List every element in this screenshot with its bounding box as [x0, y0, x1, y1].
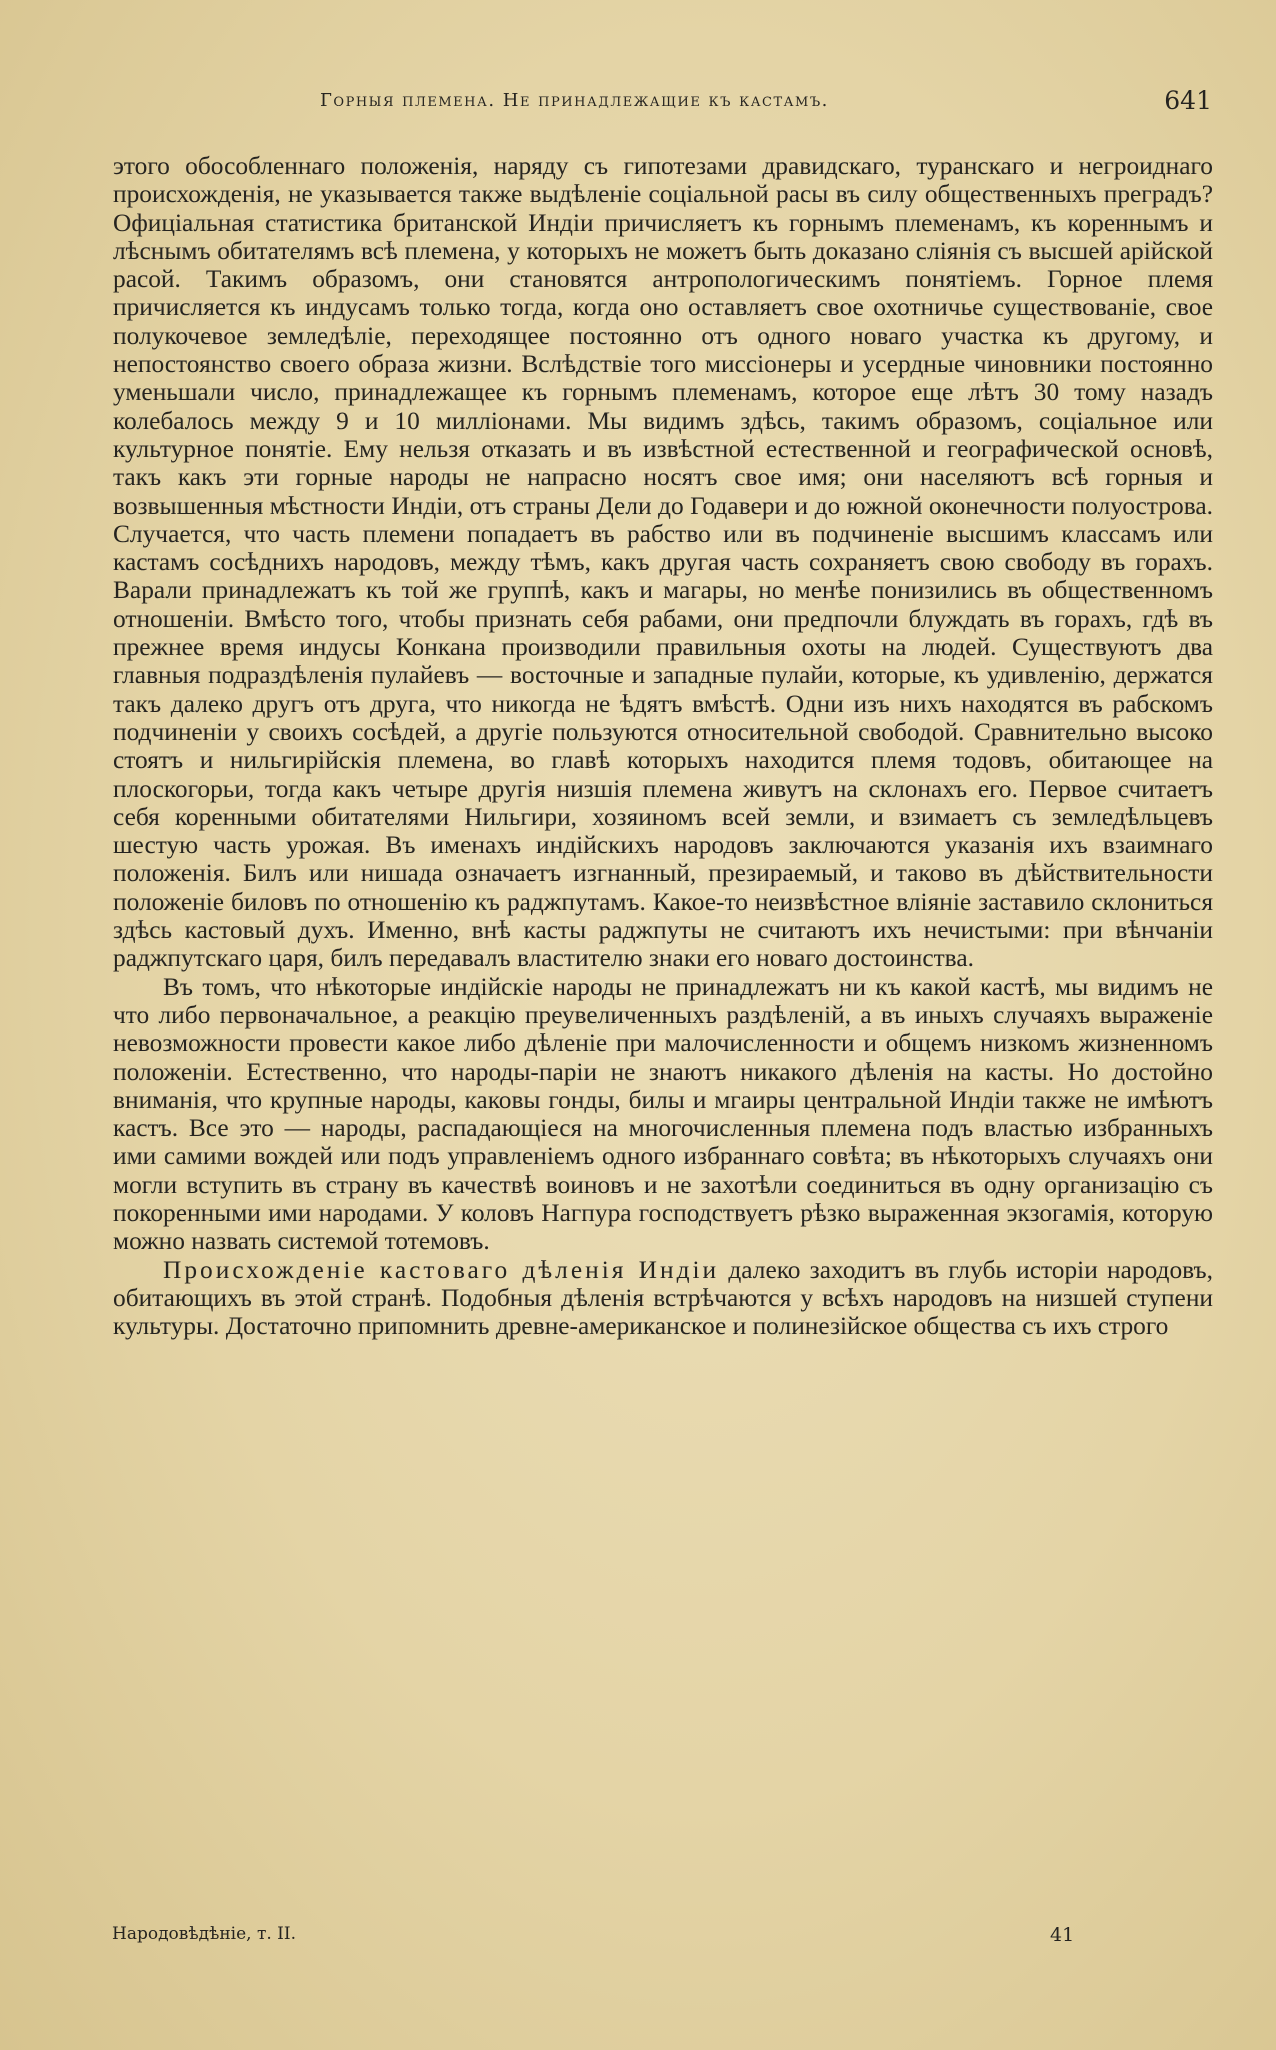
page-number: 641 — [1164, 86, 1212, 115]
printer-signature: Народовѣдѣніе, т. II. — [112, 1924, 297, 1944]
page-footer — [112, 1924, 1096, 1954]
paragraph-1: этого обособленнаго положенія, наряду съ гипотезами дравидскаго, туранскаго и негроиднаго происхожденія, не указывается также выдѣленіе соціальной расы въ силу общественныхъ преградъ? Офиціальная статистика британской Индіи причисляетъ къ горнымъ племенамъ, къ кореннымъ и лѣснымъ обитателямъ всѣ племена, у которыхъ не можетъ быть доказано сліянія съ высшей арійской расой. Такимъ образомъ, они становятся антропологическимъ понятіемъ. Горное племя причисляется къ индусамъ только тогда, когда оно оставляетъ свое охотничье существованіе, свое полукочевое земледѣліе, переходящее постоянно отъ одного новаго участка къ другому, и непостоянство своего образа жизни. Вслѣдствіе того миссіонеры и усердные чиновники постоянно уменьшали число, принадлежащее къ горнымъ племенамъ, которое еще лѣтъ 30 тому назадъ колебалось между 9 и 10 милліонами. Мы видимъ здѣсь, такимъ образомъ, соціальное или культурное понятіе. Ему нельзя отказать и въ извѣстной естественной и географической основѣ, такъ какъ эти горные народы не напрасно носятъ свое имя; они населяютъ всѣ горныя и возвышенныя мѣстности Индіи, отъ страны Дели до Годавери и до южной оконечности полуострова. Случается, что часть племени попадаетъ въ рабство или въ подчиненіе высшимъ классамъ или кастамъ сосѣднихъ народовъ, между тѣмъ, какъ другая часть сохраняетъ свою свободу въ горахъ. Варали принадлежатъ къ той же группѣ, какъ и магары, но менѣе понизились въ общественномъ отношеніи. Вмѣсто того, чтобы признать себя рабами, они предпочли блуждать въ горахъ, гдѣ въ прежнее время индусы Конкана производили правильныя охоты на людей. Существуютъ два главныя подраздѣленія пулайевъ — восточные и западные пулайи, которые, къ удивленію, держатся такъ далеко другъ отъ друга, что никогда не ѣдятъ вмѣстѣ. Одни изъ нихъ находятся въ рабскомъ подчиненіи у своихъ сосѣдей, а другіе пользуются относительной свободой. Сравнительно высоко стоятъ и нильгирійскія племена, во главѣ которыхъ находится племя тодовъ, обитающее на плоскогорьи, тогда какъ четыре другія низшія племена живутъ на склонахъ его. Первое считаетъ себя коренными обитателями Нильгири, хозяиномъ всей земли, и взимаетъ съ земледѣльцевъ шестую часть урожая. Въ именахъ индійскихъ народовъ заключаются указанія ихъ взаимнаго положенія. Билъ или нишада означаетъ изгнанный, презираемый, и таково въ дѣйствительности положеніе биловъ по отношенію къ раджпутамъ. Какое-то неизвѣстное вліяніе заставило склониться здѣсь кастовый духъ. Именно, внѣ касты раджпуты не считаютъ ихъ нечистыми: при вѣнчаніи раджпутскаго царя, билъ передавалъ властителю знаки его новаго достоинства. — [113, 152, 1213, 973]
paragraph-3-text: далеко заходитъ въ глубь исторіи народовъ, обитающихъ въ этой странѣ. Подобныя дѣленія встрѣчаются у всѣхъ народовъ на низшей ступени культуры. Достаточно припомнить древне-американское и полинезійское общества съ ихъ строго — [113, 1255, 1214, 1341]
paragraph-3 — [113, 1256, 1213, 1341]
running-head: Горныя племена. Не принадлежащие къ кастамъ. — [320, 90, 829, 111]
paragraph-2: Въ томъ, что нѣкоторые индійскіе народы не принадлежатъ ни къ какой кастѣ, мы видимъ не что либо первоначальное, а реакцію преувеличенныхъ раздѣленій, а въ иныхъ случаяхъ выраженіе невозможности провести какое либо дѣленіе при малочисленности и общемъ низкомъ жизненномъ положеніи. Естественно, что народы-паріи не знаютъ никакого дѣленія на касты. Но достойно вниманія, что крупные народы, каковы гонды, билы и мгаиры центральной Индіи также не имѣютъ кастъ. Все это — народы, распадающіеся на многочисленныя племена подъ властью избранныхъ ими самими вождей или подъ управленіемъ одного избраннаго совѣта; въ нѣкоторыхъ случаяхъ они могли вступить въ страну въ качествѣ воиновъ и не захотѣли соединиться въ одну организацію съ покоренными ими народами. У коловъ Нагпура господствуетъ рѣзко выраженная экзогамія, которую можно назвать системой тотемовъ. — [113, 972, 1213, 1256]
spaced-emphasis: Происхожденіе кастоваго дѣленія Индіи — [163, 1255, 720, 1284]
page-header — [110, 86, 1216, 126]
sheet-number: 41 — [1050, 1924, 1075, 1946]
body-text — [113, 152, 1213, 1340]
